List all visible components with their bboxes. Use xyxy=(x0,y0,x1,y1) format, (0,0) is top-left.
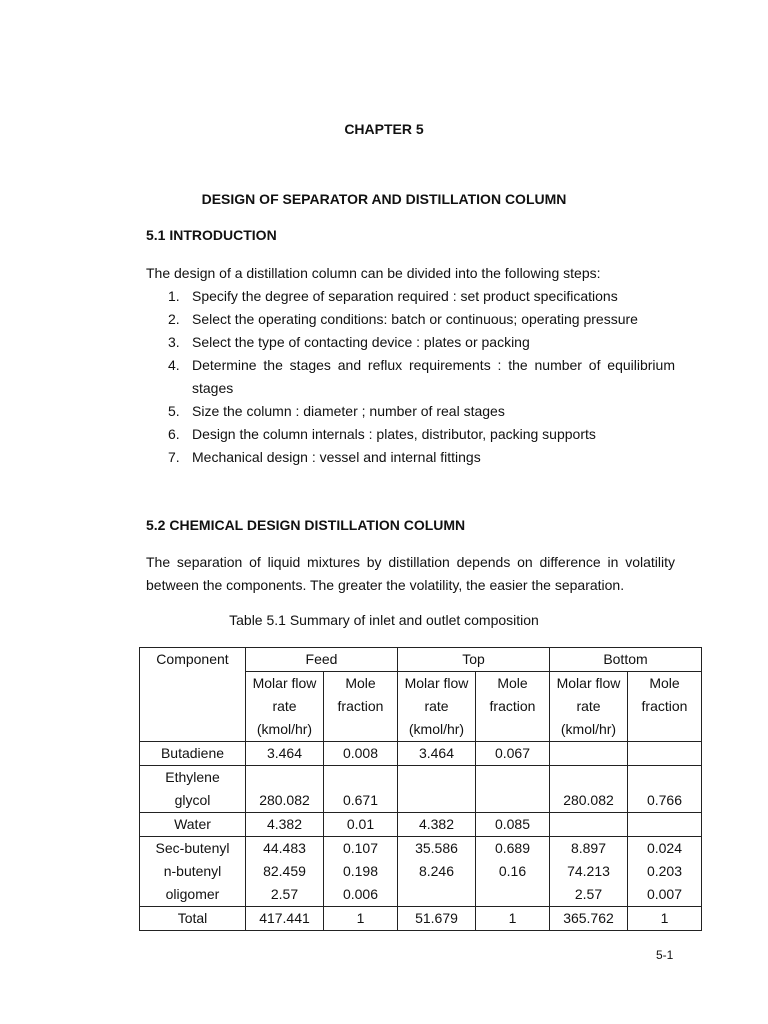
table-cell: 0.085 xyxy=(476,813,550,837)
header-cell: Mole fraction xyxy=(324,672,398,742)
table-cell: Total xyxy=(140,907,246,931)
table-cell: 1 xyxy=(476,907,550,931)
composition-table xyxy=(139,647,702,931)
list-number: 3. xyxy=(168,334,180,350)
design-steps-list xyxy=(146,285,675,469)
table-cell: 2.57 xyxy=(246,883,324,907)
table-row xyxy=(140,813,702,837)
section-heading-chemical-design: 5.2 CHEMICAL DESIGN DISTILLATION COLUMN xyxy=(146,517,466,533)
table-cell xyxy=(550,813,628,837)
table-cell: 0.16 xyxy=(476,860,550,883)
list-number: 1. xyxy=(168,288,180,304)
table-cell: 3.464 xyxy=(398,742,476,766)
header-cell: Bottom xyxy=(550,648,702,672)
table-cell: Butadiene xyxy=(140,742,246,766)
table-cell: 0.107 xyxy=(324,837,398,861)
list-item xyxy=(146,308,675,331)
list-text: Determine the stages and reflux requirements : the number of equilibrium stages xyxy=(192,357,675,396)
table-cell: 3.464 xyxy=(246,742,324,766)
table-cell: 82.459 xyxy=(246,860,324,883)
table-cell: 0.766 xyxy=(628,766,702,813)
table-cell: oligomer xyxy=(140,883,246,907)
table-cell: 0.689 xyxy=(476,837,550,861)
list-item xyxy=(146,331,675,354)
header-cell: Molar flow rate (kmol/hr) xyxy=(398,672,476,742)
table-cell: 0.008 xyxy=(324,742,398,766)
table-cell: 0.007 xyxy=(628,883,702,907)
table-cell: 0.203 xyxy=(628,860,702,883)
list-item xyxy=(146,400,675,423)
header-cell: Molar flow rate (kmol/hr) xyxy=(550,672,628,742)
table-cell: 0.006 xyxy=(324,883,398,907)
list-text: Size the column : diameter ; number of real stages xyxy=(192,403,505,419)
table-cell: 8.246 xyxy=(398,860,476,883)
section-heading-introduction: 5.1 INTRODUCTION xyxy=(146,227,277,243)
intro-paragraph: The design of a distillation column can be divided into the following steps: xyxy=(146,265,601,281)
table-total-row xyxy=(140,907,702,931)
header-cell: Feed xyxy=(246,648,398,672)
table-cell: 4.382 xyxy=(246,813,324,837)
chapter-label: CHAPTER 5 xyxy=(344,121,424,137)
table-row xyxy=(140,766,702,813)
table-cell: 0.01 xyxy=(324,813,398,837)
header-cell: Molar flow rate (kmol/hr) xyxy=(246,672,324,742)
header-cell: Mole fraction xyxy=(628,672,702,742)
separation-paragraph: The separation of liquid mixtures by distillation depends on difference in volatility between the components. The greater the volatility, the easier the separation. xyxy=(146,554,675,593)
list-number: 2. xyxy=(168,311,180,327)
table-cell xyxy=(628,813,702,837)
table-cell: 8.897 xyxy=(550,837,628,861)
header-cell: Component xyxy=(140,648,246,742)
list-text: Select the operating conditions: batch or continuous; operating pressure xyxy=(192,311,638,327)
table-row xyxy=(140,742,702,766)
list-item xyxy=(146,354,675,400)
table-cell: Water xyxy=(140,813,246,837)
page-number: 5-1 xyxy=(656,948,674,962)
list-number: 4. xyxy=(168,357,180,373)
list-number: 6. xyxy=(168,426,180,442)
table-cell: 0.671 xyxy=(324,766,398,813)
list-text: Mechanical design : vessel and internal fittings xyxy=(192,449,481,465)
table-cell xyxy=(476,766,550,813)
table-cell xyxy=(398,766,476,813)
list-text: Select the type of contacting device : plates or packing xyxy=(192,334,530,350)
table-cell xyxy=(398,883,476,907)
table-cell: 280.082 xyxy=(550,766,628,813)
table-cell xyxy=(628,742,702,766)
table-row xyxy=(140,860,702,883)
list-item xyxy=(146,446,675,469)
table-cell xyxy=(476,883,550,907)
table-cell: n-butenyl xyxy=(140,860,246,883)
table-cell: 51.679 xyxy=(398,907,476,931)
table-cell: 1 xyxy=(324,907,398,931)
table-cell: 365.762 xyxy=(550,907,628,931)
table-caption: Table 5.1 Summary of inlet and outlet composition xyxy=(229,612,539,628)
table-cell: 44.483 xyxy=(246,837,324,861)
table-row xyxy=(140,837,702,861)
table-cell: Sec-butenyl xyxy=(140,837,246,861)
table-cell: 0.198 xyxy=(324,860,398,883)
list-item xyxy=(146,285,675,308)
table-cell: 417.441 xyxy=(246,907,324,931)
list-number: 5. xyxy=(168,403,180,419)
header-cell: Mole fraction xyxy=(476,672,550,742)
table-cell: 280.082 xyxy=(246,766,324,813)
table-row xyxy=(140,883,702,907)
table-cell: 2.57 xyxy=(550,883,628,907)
table-cell: 0.067 xyxy=(476,742,550,766)
list-item xyxy=(146,423,675,446)
table-cell: 1 xyxy=(628,907,702,931)
table-cell: 74.213 xyxy=(550,860,628,883)
chapter-title: DESIGN OF SEPARATOR AND DISTILLATION COLUMN xyxy=(201,191,567,207)
table-header-row xyxy=(140,648,702,672)
list-text: Specify the degree of separation required : set product specifications xyxy=(192,288,618,304)
table-cell: Ethylene glycol xyxy=(140,766,246,813)
table-cell: 0.024 xyxy=(628,837,702,861)
list-number: 7. xyxy=(168,449,180,465)
list-text: Design the column internals : plates, distributor, packing supports xyxy=(192,426,596,442)
header-cell: Top xyxy=(398,648,550,672)
table-cell: 4.382 xyxy=(398,813,476,837)
table-cell: 35.586 xyxy=(398,837,476,861)
table-cell xyxy=(550,742,628,766)
